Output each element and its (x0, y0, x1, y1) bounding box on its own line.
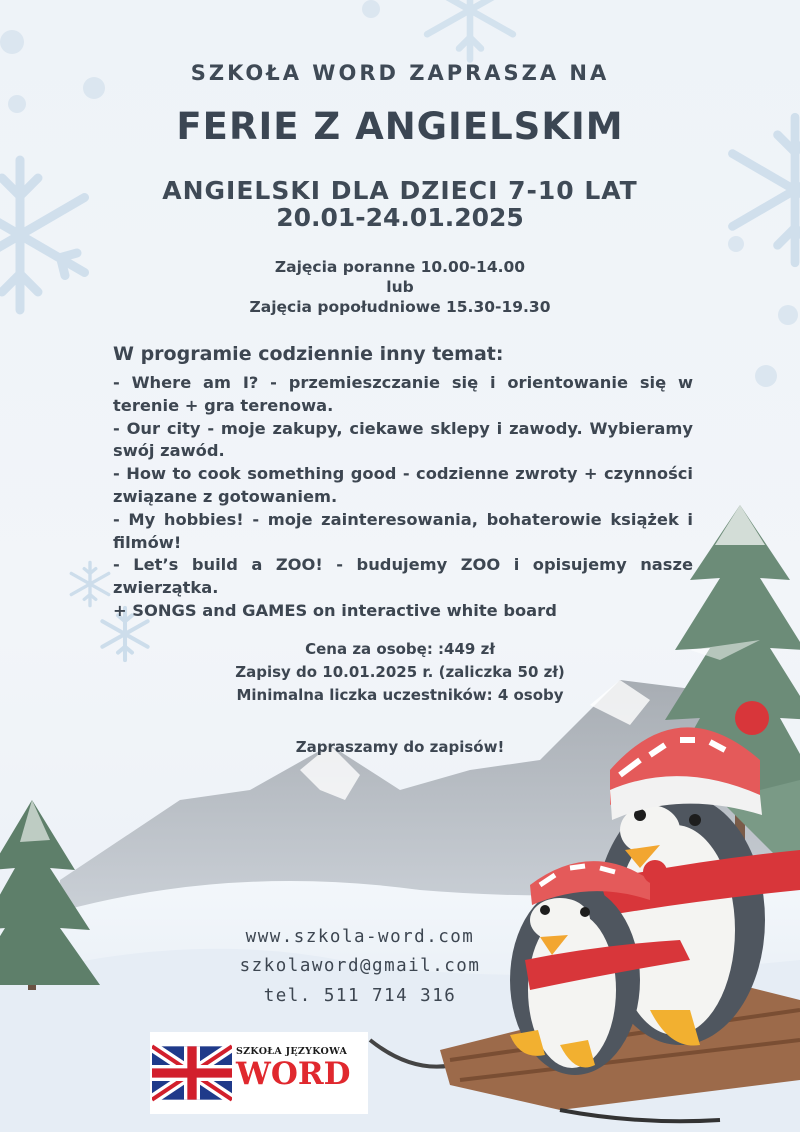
top-line: SZKOŁA WORD ZAPRASZA NA (190, 61, 610, 85)
logo-top-text: SZKOŁA JĘZYKOWA (236, 1046, 348, 1057)
price: Cena za osobę: :449 zł (305, 640, 495, 658)
invite: Zapraszamy do zapisów! (295, 738, 505, 756)
signup-deadline: Zapisy do 10.01.2025 r. (zaliczka 50 zł) (235, 663, 565, 681)
list-item: - My hobbies! - moje zainteresowania, bohaterowie książek i filmów! (113, 509, 693, 552)
minimum-participants: Minimalna liczka uczestników: 4 osoby (236, 686, 564, 704)
union-jack-flag-icon (152, 1038, 232, 1108)
schedule-morning: Zajęcia poranne 10.00-14.00 (274, 258, 526, 276)
schedule-afternoon: Zajęcia popołudniowe 15.30-19.30 (249, 298, 551, 316)
subtitle: ANGIELSKI DLA DZIECI 7-10 LAT (162, 176, 638, 205)
snowflake-icon (66, 560, 114, 608)
snow-dot (755, 365, 777, 387)
snow-dot (0, 30, 24, 54)
list-item: - Let’s build a ZOO! - budujemy ZOO i opisujemy nasze zwierzątka. (113, 555, 693, 598)
program-list (113, 372, 693, 623)
school-logo[interactable] (150, 1032, 368, 1114)
list-item: + SONGS and GAMES on interactive white board (113, 600, 557, 620)
phone-number[interactable]: tel. 511 714 316 (263, 986, 457, 1006)
email-link[interactable]: szkolaword@gmail.com (239, 956, 481, 976)
snow-dot (362, 0, 380, 18)
list-item: - Our city - moje zakupy, ciekawe sklepy i zawody. Wybieramy swój zawód. (113, 418, 693, 461)
logo-name: WORD (236, 1056, 351, 1092)
program-heading: W programie codziennie inny temat: (113, 343, 504, 365)
headline: FERIE Z ANGIELSKIM (176, 105, 624, 148)
list-item: - Where am I? - przemieszczanie się i orientowanie się w terenie + gra terenowa. (113, 373, 693, 415)
website-link[interactable]: www.szkola-word.com (245, 927, 475, 947)
snow-dot (728, 236, 744, 252)
snowflake-icon (415, 0, 525, 65)
schedule-or: lub (386, 278, 414, 296)
list-item: - How to cook something good - codzienne zwroty + czynności związane z gotowaniem. (113, 464, 693, 506)
dates: 20.01-24.01.2025 (276, 203, 524, 232)
